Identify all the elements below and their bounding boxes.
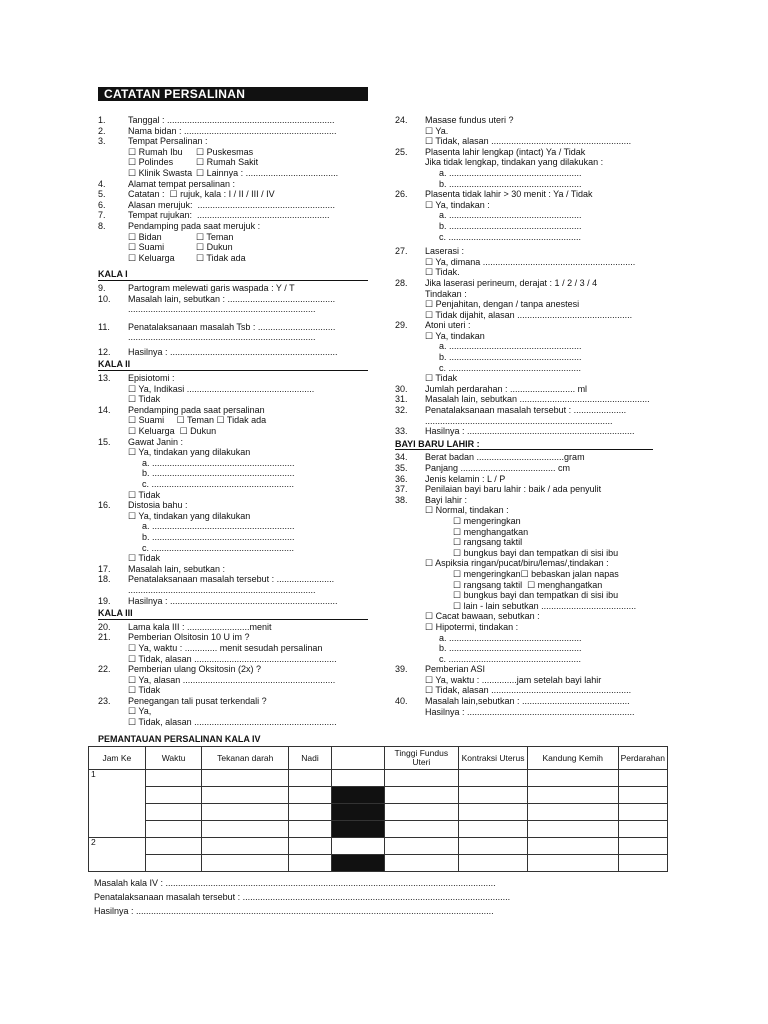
cell[interactable]	[459, 770, 528, 787]
cell[interactable]	[202, 821, 289, 838]
cell[interactable]	[459, 821, 528, 838]
hasil-kala1-field[interactable]: Hasilnya : ...................................................................	[128, 346, 338, 357]
item-21: 21. Pemberian Olsitosin 10 U im ?	[98, 632, 250, 643]
header-perdarahan: Perdarahan	[618, 747, 667, 770]
table-row	[89, 838, 668, 855]
cell[interactable]	[527, 787, 618, 804]
laserasi-tidak-checkbox[interactable]: ☐ Tidak.	[425, 267, 460, 278]
item-33: 33. Hasilnya : ...................................................................	[395, 426, 653, 437]
cell[interactable]	[331, 838, 384, 855]
masalah-lain-bayi-field[interactable]: Masalah lain,sebutkan : ...........................................	[425, 696, 630, 707]
item-26: 26. Plasenta tidak lahir > 30 menit : Ya / Tidak	[395, 189, 653, 200]
dotted-line[interactable]: b. .........................................................	[142, 468, 295, 479]
tempat-options-3[interactable]	[98, 168, 368, 179]
mengeringkan-checkbox[interactable]: ☐ mengeringkan	[453, 515, 521, 526]
item-20: 20. Lama kala III : .........................menit	[98, 622, 368, 633]
section-kala-2: KALA II	[98, 357, 368, 371]
table-header-row	[89, 747, 668, 770]
oksitosin-ulang-ya-checkbox[interactable]: ☐ Ya, alasan .............................................................	[128, 674, 336, 685]
checkbox-tidak-ada[interactable]: ☐ Tidak ada	[196, 252, 246, 263]
plasenta-ya-checkbox[interactable]: ☐ Ya, tindakan :	[425, 199, 490, 210]
hasil-kala4-field[interactable]: Hasilnya : ...............................................................................................................................................	[94, 906, 494, 916]
cell[interactable]	[384, 804, 459, 821]
cell[interactable]	[145, 770, 202, 787]
cell[interactable]	[459, 804, 528, 821]
dotted-line[interactable]: ...........................................................................	[128, 332, 316, 343]
item-24: 24. Masase fundus uteri ?	[395, 115, 514, 125]
table-row	[89, 787, 668, 804]
cell[interactable]	[289, 804, 332, 821]
asi-tidak-checkbox[interactable]: ☐ Tidak, alasan ........................................................	[425, 685, 632, 696]
dotted-line[interactable]: c. .........................................................	[142, 542, 295, 553]
table-row	[89, 770, 668, 787]
derajat-laserasi-field[interactable]: Jika laserasi perineum, derajat : 1 / 2 / 3 / 4	[425, 277, 598, 288]
oksitosin-ulang-tidak-checkbox[interactable]: ☐ Tidak	[128, 685, 161, 696]
shaded-cell	[331, 855, 384, 872]
rangsang-taktil-checkbox[interactable]: ☐ rangsang taktil	[453, 537, 523, 548]
cell[interactable]	[384, 770, 459, 787]
kala4-title: PEMANTAUAN PERSALINAN KALA IV	[98, 734, 261, 744]
cell[interactable]	[145, 787, 202, 804]
cell[interactable]	[289, 821, 332, 838]
gawat-janin-ya-checkbox[interactable]: ☐ Ya, tindakan yang dilakukan	[128, 447, 251, 458]
cell[interactable]	[145, 838, 202, 855]
checkbox-bidan[interactable]: ☐ Bidan	[128, 231, 162, 242]
jam-cell: 2	[89, 838, 146, 872]
section-kala-1: KALA I	[98, 267, 368, 281]
item-14: 14. Pendamping pada saat persalinan	[98, 404, 265, 415]
catatan-rujuk-checkbox[interactable]: Catatan : ☐ rujuk, kala : I / II / III / IV	[128, 189, 275, 200]
item-18: 18. Penatalaksanaan masalah tersebut : .......................	[98, 574, 368, 585]
asi-ya-checkbox[interactable]: ☐ Ya, waktu : ..............jam setelah bayi lahir	[425, 674, 602, 685]
bungkus-bayi-checkbox[interactable]: ☐ bungkus bayi dan tempatkan di sisi ibu	[453, 547, 619, 558]
gawat-janin-tidak-checkbox[interactable]: ☐ Tidak	[128, 489, 161, 500]
penatalaksanaan-kala4-field[interactable]: Penatalaksanaan masalah tersebut : ...........................................................................................................	[94, 892, 511, 902]
dotted-line[interactable]: a. .....................................................	[439, 167, 582, 178]
checkbox-puskesmas[interactable]: ☐ Puskesmas	[196, 146, 254, 157]
section-bayi-baru-lahir: BAYI BARU LAHIR :	[395, 437, 653, 451]
checkbox-lainnya[interactable]: ☐ Lainnya : .....................................	[196, 167, 339, 178]
alamat-field[interactable]: Alamat tempat persalinan :	[128, 178, 236, 189]
cell[interactable]	[618, 821, 667, 838]
panjang-field[interactable]: Panjang ...................................... cm	[425, 463, 571, 473]
aspiksia-option-3[interactable]: ☐ bungkus bayi dan tempatkan di sisi ibu	[453, 590, 619, 601]
tempat-options-1[interactable]	[98, 147, 368, 158]
dotted-line[interactable]: a. .........................................................	[142, 457, 295, 468]
item-2: 2. Nama bidan : .............................................................	[98, 126, 368, 137]
atoni-ya-checkbox[interactable]: ☐ Ya, tindakan	[425, 330, 485, 341]
form-title: CATATAN PERSALINAN	[98, 87, 368, 101]
dotted-line[interactable]: c. .....................................................	[439, 231, 582, 242]
kala4-monitoring-table	[88, 746, 668, 872]
penjahitan-checkbox[interactable]: ☐ Penjahitan, dengan / tanpa anestesi	[425, 299, 580, 310]
checkbox-rumah-sakit[interactable]: ☐ Rumah Sakit	[196, 157, 259, 168]
shaded-cell	[331, 804, 384, 821]
checkbox-polindes[interactable]: ☐ Polindes	[128, 157, 174, 168]
tali-pusat-ya-checkbox[interactable]: ☐ Ya,	[128, 706, 152, 717]
item-3: 3. Tempat Persalinan :	[98, 136, 208, 147]
item-12: 12. Hasilnya : ...................................................................	[98, 347, 368, 358]
header-jam-ke: Jam Ke	[89, 747, 146, 770]
header-waktu: Waktu	[145, 747, 202, 770]
cell[interactable]	[289, 838, 332, 855]
cell[interactable]	[289, 855, 332, 872]
item-5: 5. Catatan : ☐ rujuk, kala : I / II / III / IV	[98, 189, 368, 200]
hipotermi-checkbox[interactable]: ☐ Hipotermi, tindakan :	[425, 621, 519, 632]
header-nadi: Nadi	[289, 747, 332, 770]
header-blank	[331, 747, 384, 770]
item-8: 8. Pendamping pada saat merujuk :	[98, 220, 261, 231]
hasil-kala3-field[interactable]: Hasilnya : ...................................................................	[425, 426, 635, 437]
item-22: 22. Pemberian ulang Oksitosin (2x) ?	[98, 664, 262, 675]
hasil-bayi-field[interactable]: Hasilnya : ...................................................................	[425, 706, 635, 717]
item-38: 38. Bayi lahir :	[395, 494, 468, 505]
checkbox-klinik-swasta[interactable]: ☐ Klinik Swasta	[128, 167, 193, 178]
checkbox-suami[interactable]: ☐ Suami	[128, 242, 165, 253]
cell[interactable]	[145, 821, 202, 838]
episiotomi-ya-checkbox[interactable]: ☐ Ya, Indikasi ...................................................	[128, 383, 315, 394]
dotted-line[interactable]: b. .....................................................	[439, 220, 582, 231]
dotted-line[interactable]: b. .....................................................	[439, 178, 582, 189]
cell[interactable]	[202, 770, 289, 787]
cell[interactable]	[202, 838, 289, 855]
cell[interactable]	[618, 804, 667, 821]
cell[interactable]	[331, 770, 384, 787]
item-13: 13. Episiotomi :	[98, 373, 175, 384]
item-1: 1. Tanggal : ...................................................................	[98, 115, 368, 126]
header-kontraksi: Kontraksi Uterus	[459, 747, 528, 770]
cell[interactable]	[289, 787, 332, 804]
item-23: 23. Penegangan tali pusat terkendali ?	[98, 695, 267, 706]
item-19: 19. Hasilnya : ...................................................................	[98, 596, 368, 607]
pendamping-persalinan-options-1[interactable]: ☐ Suami ☐ Teman ☐ Tidak ada	[128, 415, 267, 426]
item-28: 28. Jika laserasi perineum, derajat : 1 / 2 / 3 / 4	[395, 278, 653, 289]
episiotomi-tidak-checkbox[interactable]: ☐ Tidak	[128, 394, 161, 405]
header-tinggi-fundus: Tinggi Fundus Uteri	[384, 747, 459, 770]
cell[interactable]	[527, 804, 618, 821]
penilaian-bayi-field[interactable]: Penilaian bayi baru lahir : baik / ada penyulit	[425, 484, 602, 495]
pendamping-options-1[interactable]	[98, 232, 368, 243]
item-27: 27. Laserasi :	[395, 246, 465, 257]
left-column	[98, 115, 368, 728]
cell[interactable]	[618, 838, 667, 855]
normal-checkbox[interactable]: ☐ Normal, tindakan :	[425, 505, 509, 516]
dotted-line[interactable]: a. .....................................................	[439, 632, 582, 643]
right-column	[395, 115, 653, 717]
partogram-field[interactable]: Partogram melewati garis waspada : Y / T	[128, 282, 295, 293]
tali-pusat-tidak-checkbox[interactable]: ☐ Tidak, alasan .........................................................	[128, 717, 337, 728]
spacer	[98, 315, 368, 322]
aspiksia-checkbox[interactable]: ☐ Aspiksia ringan/pucat/biru/lemas/,tindakan :	[425, 558, 609, 569]
plasenta-tindakan-label: Jika tidak lengkap, tindakan yang dilakukan :	[425, 157, 604, 168]
shaded-cell	[331, 821, 384, 838]
cell[interactable]	[145, 855, 202, 872]
item-25: 25. Plasenta lahir lengkap (intact) Ya / Tidak	[395, 147, 653, 158]
pendamping-options-3[interactable]	[98, 253, 368, 264]
item-31: 31. Masalah lain, sebutkan ....................................................	[395, 394, 653, 405]
cell[interactable]	[459, 787, 528, 804]
aspiksia-option-4[interactable]: ☐ lain - lain sebutkan ......................................	[453, 600, 637, 611]
table-row	[89, 855, 668, 872]
tempat-options-2[interactable]	[98, 157, 368, 168]
dotted-line[interactable]: b. .....................................................	[439, 643, 582, 654]
hasil-kala2-field[interactable]: Hasilnya : ...................................................................	[128, 595, 338, 606]
dotted-line[interactable]: c. .....................................................	[439, 362, 582, 373]
cell[interactable]	[459, 838, 528, 855]
distosia-tidak-checkbox[interactable]: ☐ Tidak	[128, 553, 161, 564]
aspiksia-option-2[interactable]: ☐ rangsang taktil ☐ menghangatkan	[453, 579, 603, 590]
section-kala-3: KALA III	[98, 606, 368, 620]
distosia-ya-checkbox[interactable]: ☐ Ya, tindakan yang dilakukan	[128, 510, 251, 521]
item-9: 9. Partogram melewati garis waspada : Y / T	[98, 283, 368, 294]
penatalaksanaan-kala2-field[interactable]: Penatalaksanaan masalah tersebut : .......................	[128, 574, 335, 585]
masalah-kala4-field[interactable]: Masalah kala IV : ....................................................................................................................................	[94, 878, 496, 888]
item-10: 10. Masalah lain, sebutkan : ...........................................	[98, 294, 368, 305]
item-32: 32. Penatalaksanaan masalah tersebut : .....................	[395, 405, 653, 416]
dotted-line[interactable]: ...........................................................................	[425, 415, 613, 426]
item-16: 16. Distosia bahu :	[98, 500, 188, 511]
jam-cell: 1	[89, 770, 146, 838]
cell[interactable]	[618, 770, 667, 787]
penatalaksanaan-kala3-field[interactable]: Penatalaksanaan masalah tersebut : .....................	[425, 405, 627, 416]
nama-bidan-field[interactable]: Nama bidan : .............................................................	[128, 125, 337, 136]
dotted-line[interactable]: a. .....................................................	[439, 341, 582, 352]
cell[interactable]	[459, 855, 528, 872]
jenis-kelamin-field[interactable]: Jenis kelamin : L / P	[425, 473, 506, 484]
tidak-dijahit-checkbox[interactable]: ☐ Tidak dijahit, alasan ..............................................	[425, 309, 633, 320]
berat-badan-field[interactable]: Berat badan ...................................gram	[425, 452, 585, 463]
item-7: 7. Tempat rujukan: .....................................................	[98, 210, 368, 221]
checkbox-dukun[interactable]: ☐ Dukun	[196, 242, 233, 253]
oksitosin-tidak-checkbox[interactable]: ☐ Tidak, alasan .........................................................	[128, 653, 337, 664]
item-15: 15. Gawat Janin :	[98, 436, 184, 447]
item-4: 4. Alamat tempat persalinan :	[98, 179, 368, 190]
item-36: 36. Jenis kelamin : L / P	[395, 474, 653, 485]
masalah-lain-kala2-field[interactable]: Masalah lain, sebutkan :	[128, 563, 226, 574]
plasenta-lengkap-field[interactable]: Plasenta lahir lengkap (intact) Ya / Tidak	[425, 146, 586, 157]
cell[interactable]	[145, 804, 202, 821]
tanggal-field[interactable]: Tanggal : ...................................................................	[128, 115, 335, 125]
pendamping-persalinan-options-2[interactable]: ☐ Keluarga ☐ Dukun	[128, 426, 217, 437]
atoni-tidak-checkbox[interactable]: ☐ Tidak	[425, 373, 458, 384]
item-39: 39. Pemberian ASI	[395, 664, 486, 675]
dotted-line[interactable]: b. .........................................................	[142, 531, 295, 542]
cell[interactable]	[384, 821, 459, 838]
dotted-line[interactable]: a. .....................................................	[439, 210, 582, 221]
item-11: 11. Penatalaksanaan masalah Tsb : ...............................	[98, 322, 368, 333]
cacat-bawaan-checkbox[interactable]: ☐ Cacat bawaan, sebutkan :	[425, 611, 540, 622]
laserasi-ya-checkbox[interactable]: ☐ Ya, dimana .............................................................	[425, 256, 636, 267]
alasan-merujuk-field[interactable]: Alasan merujuk: .......................................................	[128, 199, 336, 210]
aspiksia-option-1[interactable]: ☐ mengeringkan☐ bebaskan jalan napas	[453, 568, 619, 579]
cell[interactable]	[384, 855, 459, 872]
checkbox-rumah-ibu[interactable]: ☐ Rumah Ibu	[128, 146, 183, 157]
jumlah-perdarahan-field[interactable]: Jumlah perdarahan : .......................... ml	[425, 383, 588, 394]
cell[interactable]	[527, 821, 618, 838]
cell[interactable]	[202, 804, 289, 821]
header-tekanan-darah: Tekanan darah	[202, 747, 289, 770]
table-row	[89, 821, 668, 838]
cell[interactable]	[202, 855, 289, 872]
dotted-line[interactable]: b. .....................................................	[439, 352, 582, 363]
masalah-lain-kala1-field[interactable]: Masalah lain, sebutkan : ...........................................	[128, 293, 336, 304]
masase-tidak-checkbox[interactable]: ☐ Tidak, alasan ........................................................	[425, 136, 632, 147]
menghangatkan-checkbox[interactable]: ☐ menghangatkan	[453, 526, 529, 537]
cell[interactable]	[618, 787, 667, 804]
lama-kala3-field[interactable]: Lama kala III : .........................menit	[128, 621, 272, 632]
checkbox-keluarga[interactable]: ☐ Keluarga	[128, 252, 175, 263]
cell[interactable]	[202, 787, 289, 804]
penatalaksanaan-kala1-field[interactable]: Penatalaksanaan masalah Tsb : ...............................	[128, 321, 336, 332]
cell[interactable]	[289, 770, 332, 787]
item-6: 6. Alasan merujuk: .......................................................	[98, 200, 368, 211]
tindakan-label: Tindakan :	[425, 288, 467, 299]
item-34: 34. Berat badan ...................................gram	[395, 452, 653, 463]
item-29: 29. Atoni uteri :	[395, 320, 471, 331]
dotted-line[interactable]: c. .....................................................	[439, 653, 582, 664]
masalah-lain-kala3-field[interactable]: Masalah lain, sebutkan ....................................................	[425, 394, 650, 405]
cell[interactable]	[527, 770, 618, 787]
cell[interactable]	[527, 838, 618, 855]
cell[interactable]	[384, 787, 459, 804]
checkbox-teman[interactable]: ☐ Teman	[196, 231, 234, 242]
tempat-rujukan-field[interactable]: Tempat rujukan: .....................................................	[128, 210, 330, 221]
table-row	[89, 804, 668, 821]
dotted-line[interactable]: ...........................................................................	[128, 584, 316, 595]
item-30: 30. Jumlah perdarahan : .......................... ml	[395, 384, 653, 395]
item-37: 37. Penilaian bayi baru lahir : baik / ada penyulit	[395, 484, 653, 495]
masase-ya-checkbox[interactable]: ☐ Ya.	[425, 125, 449, 136]
item-35: 35. Panjang ...................................... cm	[395, 463, 653, 474]
plasenta-tidak-lahir-field[interactable]: Plasenta tidak lahir > 30 menit : Ya / Tidak	[425, 189, 593, 200]
item-40: 40. Masalah lain,sebutkan : ...........................................	[395, 696, 653, 707]
header-kandung-kemih: Kandung Kemih	[527, 747, 618, 770]
item-17: 17. Masalah lain, sebutkan :	[98, 564, 368, 575]
dotted-line[interactable]: ...........................................................................	[128, 304, 316, 315]
pendamping-options-2[interactable]	[98, 242, 368, 253]
dotted-line[interactable]: c. .........................................................	[142, 479, 295, 489]
cell[interactable]	[527, 855, 618, 872]
cell[interactable]	[384, 838, 459, 855]
cell[interactable]	[618, 855, 667, 872]
shaded-cell	[331, 787, 384, 804]
oksitosin-ya-checkbox[interactable]: ☐ Ya, waktu : ............. menit sesudah persalinan	[128, 642, 323, 653]
dotted-line[interactable]: a. .........................................................	[142, 521, 295, 532]
